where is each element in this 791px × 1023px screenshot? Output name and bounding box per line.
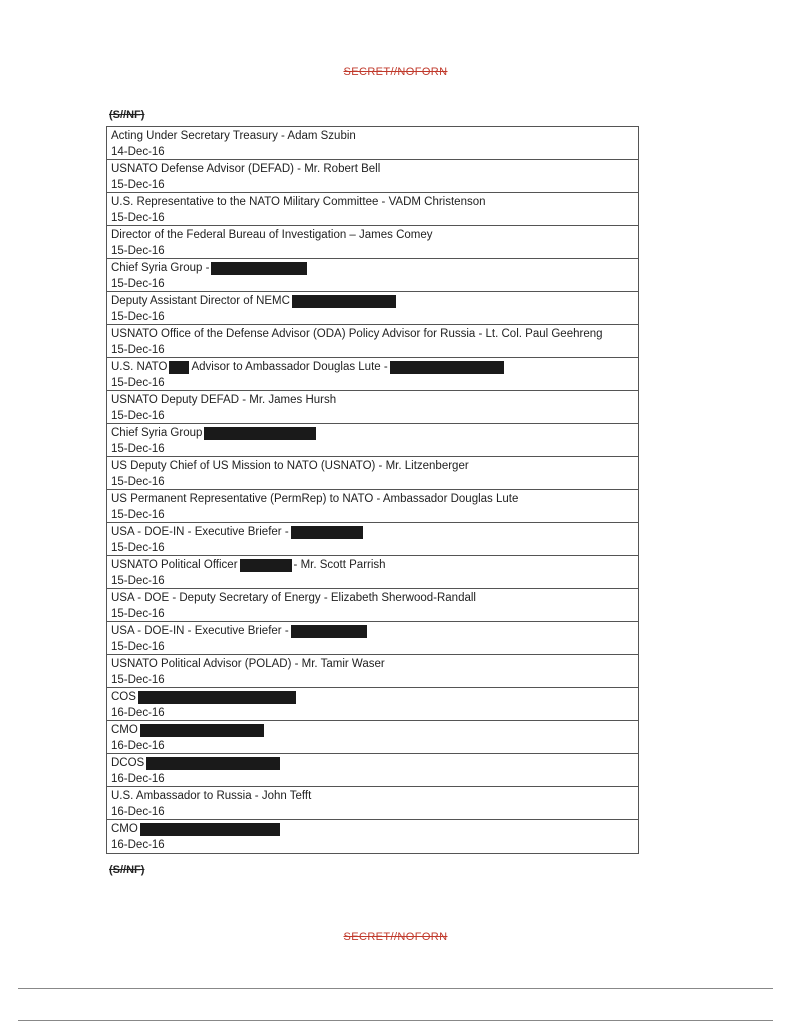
entry-date: 15-Dec-16	[111, 179, 165, 191]
entry-date: 15-Dec-16	[111, 443, 165, 455]
entry-text: USNATO Deputy DEFAD - Mr. James Hursh	[111, 394, 337, 406]
entry-date: 15-Dec-16	[111, 344, 165, 356]
redaction-box	[169, 361, 189, 374]
entry-text: USA - DOE - Deputy Secretary of Energy - Elizabeth Sherwood-Randall	[111, 592, 476, 604]
table-row	[107, 589, 638, 622]
entry-text: USNATO Political Advisor (POLAD) - Mr. Tamir Waser	[111, 658, 385, 670]
entry-date: 15-Dec-16	[111, 674, 165, 686]
table-row	[107, 292, 638, 325]
entry-title	[111, 161, 638, 177]
table-row	[107, 556, 638, 589]
entry-title	[111, 722, 638, 738]
entry-title	[111, 590, 638, 606]
entry-title	[111, 293, 638, 309]
entry-title	[111, 557, 638, 573]
redaction-box	[291, 526, 363, 539]
entry-text: COS	[111, 691, 136, 703]
entry-text: - Mr. Scott Parrish	[293, 559, 386, 571]
redaction-box	[140, 724, 264, 737]
redaction-box	[146, 757, 280, 770]
entry-text: Advisor to Ambassador Douglas Lute -	[191, 361, 388, 373]
table-row	[107, 127, 638, 160]
entry-text: U.S. Representative to the NATO Military Committee - VADM Christenson	[111, 196, 486, 208]
entry-text: U.S. NATO	[111, 361, 168, 373]
visit-log-table	[106, 126, 639, 854]
entry-text: USA - DOE-IN - Executive Briefer -	[111, 526, 289, 538]
entry-text: CMO	[111, 823, 138, 835]
entry-date: 15-Dec-16	[111, 410, 165, 422]
classification-footer: SECRET//NOFORN	[343, 931, 448, 943]
entry-title	[111, 425, 638, 441]
table-row	[107, 226, 638, 259]
table-row	[107, 622, 638, 655]
table-row	[107, 259, 638, 292]
entry-date: 15-Dec-16	[111, 641, 165, 653]
entry-date: 16-Dec-16	[111, 806, 165, 818]
entry-text: CMO	[111, 724, 138, 736]
redaction-box	[204, 427, 316, 440]
entry-title	[111, 359, 638, 375]
scan-edge-line	[18, 988, 773, 989]
entry-text: USNATO Office of the Defense Advisor (ODA) Policy Advisor for Russia - Lt. Col. Paul Geehreng	[111, 328, 603, 340]
entry-text: DCOS	[111, 757, 145, 769]
portion-marking-top: (S//NF)	[109, 109, 145, 121]
table-row	[107, 655, 638, 688]
table-row	[107, 391, 638, 424]
table-row	[107, 820, 638, 854]
entry-text: Deputy Assistant Director of NEMC	[111, 295, 290, 307]
entry-date: 15-Dec-16	[111, 542, 165, 554]
redaction-box	[390, 361, 504, 374]
entry-date: 16-Dec-16	[111, 740, 165, 752]
entry-date: 16-Dec-16	[111, 839, 165, 851]
entry-title	[111, 128, 638, 144]
table-row	[107, 721, 638, 754]
entry-title	[111, 656, 638, 672]
entry-text: USA - DOE-IN - Executive Briefer -	[111, 625, 289, 637]
entry-title	[111, 755, 638, 771]
entry-text: Acting Under Secretary Treasury - Adam Szubin	[111, 130, 356, 142]
entry-date: 14-Dec-16	[111, 146, 165, 158]
entry-date: 15-Dec-16	[111, 575, 165, 587]
entry-title	[111, 227, 638, 243]
entry-date: 15-Dec-16	[111, 245, 165, 257]
entry-text: US Permanent Representative (PermRep) to NATO - Ambassador Douglas Lute	[111, 493, 519, 505]
table-row	[107, 424, 638, 457]
entry-title	[111, 788, 638, 804]
entry-title	[111, 821, 638, 837]
entry-text: US Deputy Chief of US Mission to NATO (USNATO) - Mr. Litzenberger	[111, 460, 469, 472]
classification-header: SECRET//NOFORN	[343, 66, 448, 78]
entry-title	[111, 260, 638, 276]
entry-date: 15-Dec-16	[111, 476, 165, 488]
entry-date: 16-Dec-16	[111, 773, 165, 785]
entry-date: 15-Dec-16	[111, 509, 165, 521]
table-row	[107, 457, 638, 490]
entry-title	[111, 524, 638, 540]
table-row	[107, 490, 638, 523]
entry-date: 15-Dec-16	[111, 278, 165, 290]
table-row	[107, 358, 638, 391]
scan-edge-line	[18, 1020, 773, 1021]
entry-text: Director of the Federal Bureau of Investigation – James Comey	[111, 229, 433, 241]
portion-marking-bottom: (S//NF)	[109, 864, 145, 876]
entry-date: 15-Dec-16	[111, 212, 165, 224]
entry-date: 15-Dec-16	[111, 377, 165, 389]
redaction-box	[291, 625, 367, 638]
entry-text: USNATO Political Officer	[111, 559, 238, 571]
table-row	[107, 160, 638, 193]
table-row	[107, 688, 638, 721]
redaction-box	[138, 691, 296, 704]
table-row	[107, 787, 638, 820]
redaction-box	[140, 823, 280, 836]
entry-text: U.S. Ambassador to Russia - John Tefft	[111, 790, 312, 802]
entry-title	[111, 392, 638, 408]
table-row	[107, 193, 638, 226]
entry-title	[111, 326, 638, 342]
table-row	[107, 523, 638, 556]
entry-date: 15-Dec-16	[111, 608, 165, 620]
entry-title	[111, 623, 638, 639]
entry-title	[111, 491, 638, 507]
entry-title	[111, 458, 638, 474]
entry-text: Chief Syria Group -	[111, 262, 210, 274]
entry-text: USNATO Defense Advisor (DEFAD) - Mr. Robert Bell	[111, 163, 381, 175]
table-row	[107, 754, 638, 787]
redaction-box	[292, 295, 396, 308]
table-row	[107, 325, 638, 358]
entry-date: 15-Dec-16	[111, 311, 165, 323]
entry-title	[111, 194, 638, 210]
redaction-box	[211, 262, 307, 275]
entry-text: Chief Syria Group	[111, 427, 203, 439]
redaction-box	[240, 559, 292, 572]
entry-title	[111, 689, 638, 705]
entry-date: 16-Dec-16	[111, 707, 165, 719]
